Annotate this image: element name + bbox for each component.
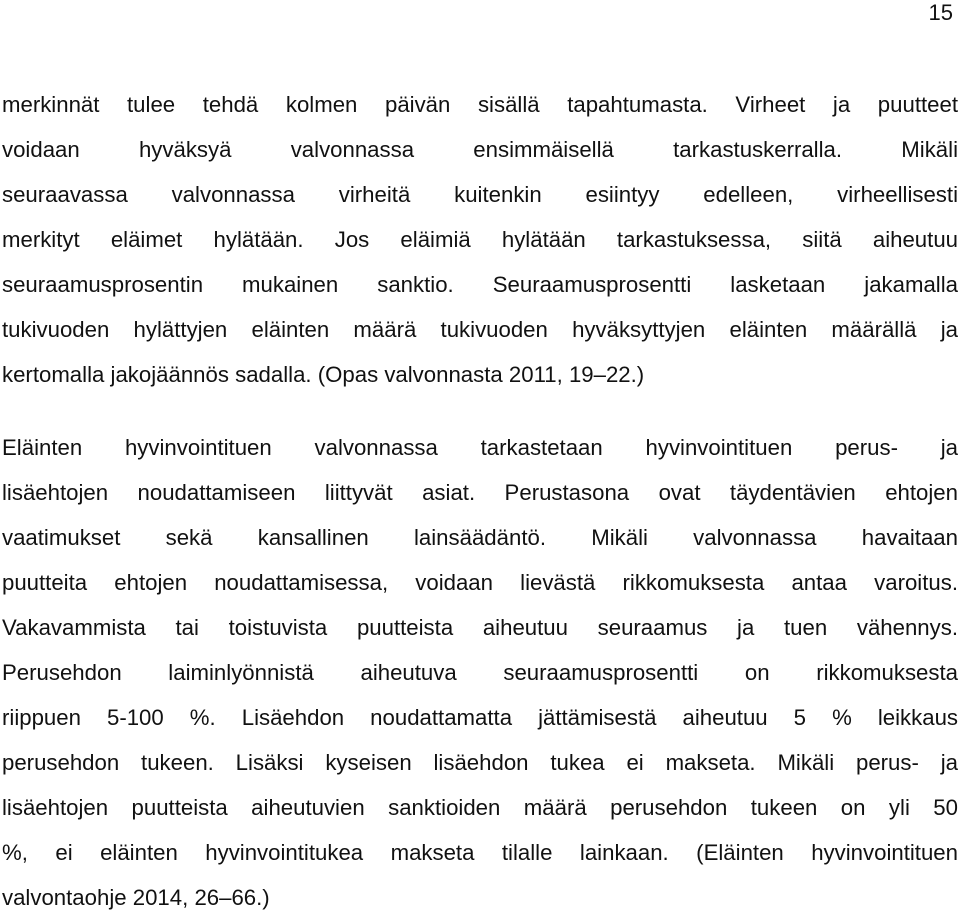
text-line: Perusehdon laiminlyönnistä aiheutuva seuraamusprosentti on rikkomuksesta xyxy=(2,660,958,685)
text-line: kertomalla jakojäännös sadalla. (Opas valvonnasta 2011, 19–22.) xyxy=(2,362,645,387)
text-line: merkinnät tulee tehdä kolmen päivän sisällä tapahtumasta. Virheet ja puutteet xyxy=(2,92,958,117)
text-line: seuraavassa valvonnassa virheitä kuitenkin esiintyy edelleen, virheellisesti xyxy=(2,182,958,207)
page-number: 15 xyxy=(928,0,953,25)
text-line: %, ei eläinten hyvinvointitukea makseta tilalle lainkaan. (Eläinten hyvinvointituen xyxy=(2,840,958,865)
text-line: valvontaohje 2014, 26–66.) xyxy=(2,885,270,910)
text-line: voidaan hyväksyä valvonnassa ensimmäisellä tarkastuskerralla. Mikäli xyxy=(2,137,958,162)
text-line: vaatimukset sekä kansallinen lainsäädäntö. Mikäli valvonnassa havaitaan xyxy=(2,525,958,550)
text-line: puutteita ehtojen noudattamisessa, voidaan lievästä rikkomuksesta antaa varoitus. xyxy=(2,570,958,595)
text-line: perusehdon tukeen. Lisäksi kyseisen lisäehdon tukea ei makseta. Mikäli perus- ja xyxy=(2,750,958,775)
text-line: riippuen 5-100 %. Lisäehdon noudattamatta jättämisestä aiheutuu 5 % leikkaus xyxy=(2,705,958,730)
text-line: Eläinten hyvinvointituen valvonnassa tarkastetaan hyvinvointituen perus- ja xyxy=(2,435,958,460)
text-line: Vakavammista tai toistuvista puutteista aiheutuu seuraamus ja tuen vähennys. xyxy=(2,615,958,640)
text-line: lisäehtojen puutteista aiheutuvien sanktioiden määrä perusehdon tukeen on yli 50 xyxy=(2,795,958,820)
text-line: lisäehtojen noudattamiseen liittyvät asiat. Perustasona ovat täydentävien ehtojen xyxy=(2,480,958,505)
text-line: seuraamusprosentin mukainen sanktio. Seuraamusprosentti lasketaan jakamalla xyxy=(2,272,958,297)
text-line: merkityt eläimet hylätään. Jos eläimiä hylätään tarkastuksessa, siitä aiheutuu xyxy=(2,227,958,252)
text-line: tukivuoden hylättyjen eläinten määrä tukivuoden hyväksyttyjen eläinten määrällä ja xyxy=(2,317,958,342)
